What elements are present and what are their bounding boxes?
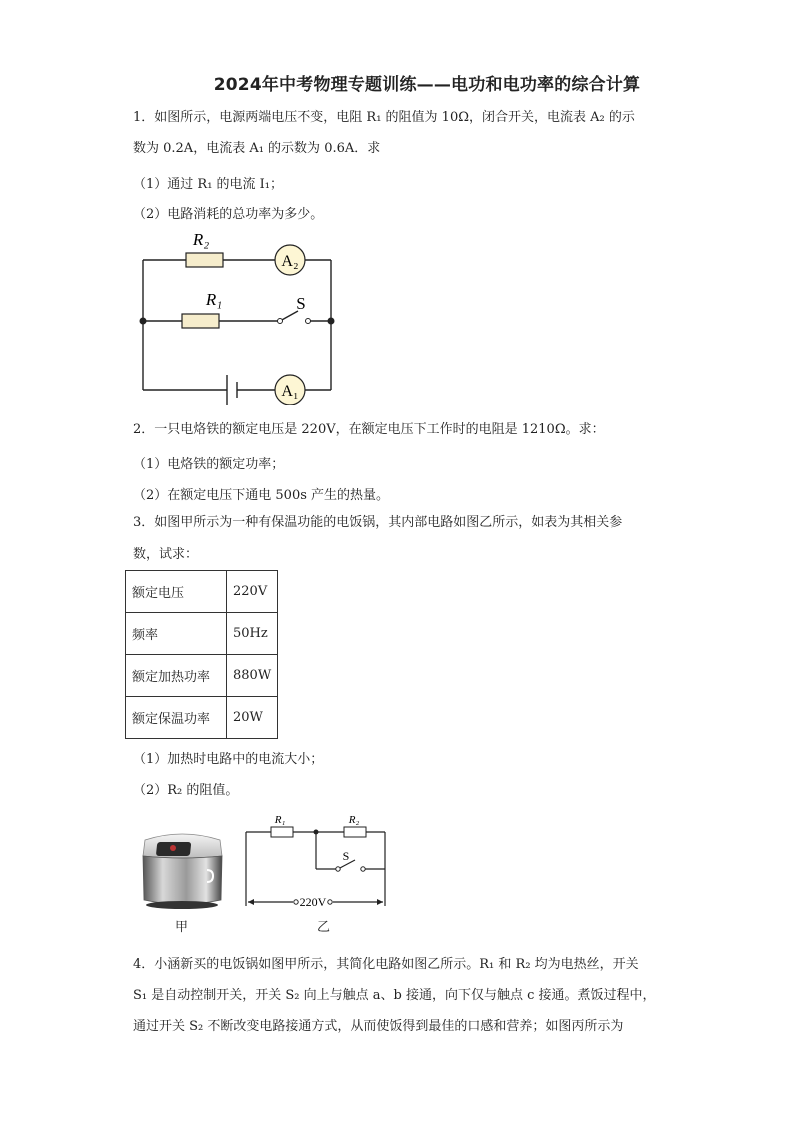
caption-yi: 乙 <box>317 920 331 935</box>
q1-sub-2: （2）电路消耗的总功率为多少。 <box>133 207 324 222</box>
param-value: 880W <box>227 655 278 697</box>
caption-jia: 甲 <box>175 920 189 935</box>
parameter-table <box>125 570 278 739</box>
table-row <box>126 613 278 655</box>
label-r1: R₁ <box>274 814 286 826</box>
q2-sub-1: （1）电烙铁的额定功率； <box>133 457 285 472</box>
q2-line-1: 2．一只电烙铁的额定电压是 220V，在额定电压下工作时的电阻是 1210Ω。求： <box>133 422 605 437</box>
q2-sub-2: （2）在额定电压下通电 500s 产生的热量。 <box>133 488 390 503</box>
q3-sub-1: （1）加热时电路中的电流大小； <box>133 752 324 767</box>
q1-line-2: 数为 0.2A，电流表 A₁ 的示数为 0.6A．求 <box>133 141 381 156</box>
param-value: 50Hz <box>227 613 278 655</box>
resistor-r1 <box>182 314 219 328</box>
param-key: 额定保温功率 <box>126 697 227 739</box>
page-title: 2024年中考物理专题训练——电功和电功率的综合计算 <box>213 75 641 95</box>
table-row <box>126 697 278 739</box>
resistor-r2 <box>186 253 223 267</box>
q3-line-1: 3．如图甲所示为一种有保温功能的电饭锅，其内部电路如图乙所示，如表为其相关参 <box>133 515 623 530</box>
rice-cooker-image <box>135 826 230 912</box>
label-r1: R₁ <box>205 290 223 309</box>
param-key: 额定电压 <box>126 571 227 613</box>
q4-line-2: S₁ 是自动控制开关，开关 S₂ 向上与触点 a、b 接通，向下仅与触点 c 接通。煮饭过程中， <box>133 988 656 1003</box>
label-voltage: 220V <box>299 895 327 909</box>
q3-sub-2: （2）R₂ 的阻值。 <box>133 783 239 798</box>
param-key: 额定加热功率 <box>126 655 227 697</box>
param-value: 220V <box>227 571 278 613</box>
param-key: 频率 <box>126 613 227 655</box>
table-row <box>126 571 278 613</box>
label-r2: R₂ <box>348 814 360 826</box>
q3-line-2: 数，试求： <box>133 547 199 562</box>
junction-right <box>328 318 335 325</box>
q1-sub-1: （1）通过 R₁ 的电流 I₁； <box>133 177 284 192</box>
resistor-r1 <box>271 827 293 837</box>
q3-circuit-diagram <box>240 810 395 910</box>
label-s: S <box>342 849 350 863</box>
q4-line-1: 4．小涵新买的电饭锅如图甲所示，其简化电路如图乙所示。R₁ 和 R₂ 均为电热丝，开关 <box>133 957 639 972</box>
resistor-r2 <box>344 827 366 837</box>
q1-line-1: 1．如图所示，电源两端电压不变，电阻 R₁ 的阻值为 10Ω，闭合开关，电流表 A₂ 的示 <box>133 110 635 125</box>
label-a2: A₂ <box>281 253 299 270</box>
q4-line-3: 通过开关 S₂ 不断改变电路接通方式，从而使饭得到最佳的口感和营养；如图丙所示为 <box>133 1019 624 1034</box>
table-row <box>126 655 278 697</box>
label-s: S <box>296 294 306 313</box>
junction <box>314 830 319 835</box>
q1-circuit-diagram <box>130 225 350 405</box>
label-r2: R₂ <box>192 230 210 249</box>
junction-left <box>140 318 147 325</box>
param-value: 20W <box>227 697 278 739</box>
label-a1: A₁ <box>281 383 299 400</box>
